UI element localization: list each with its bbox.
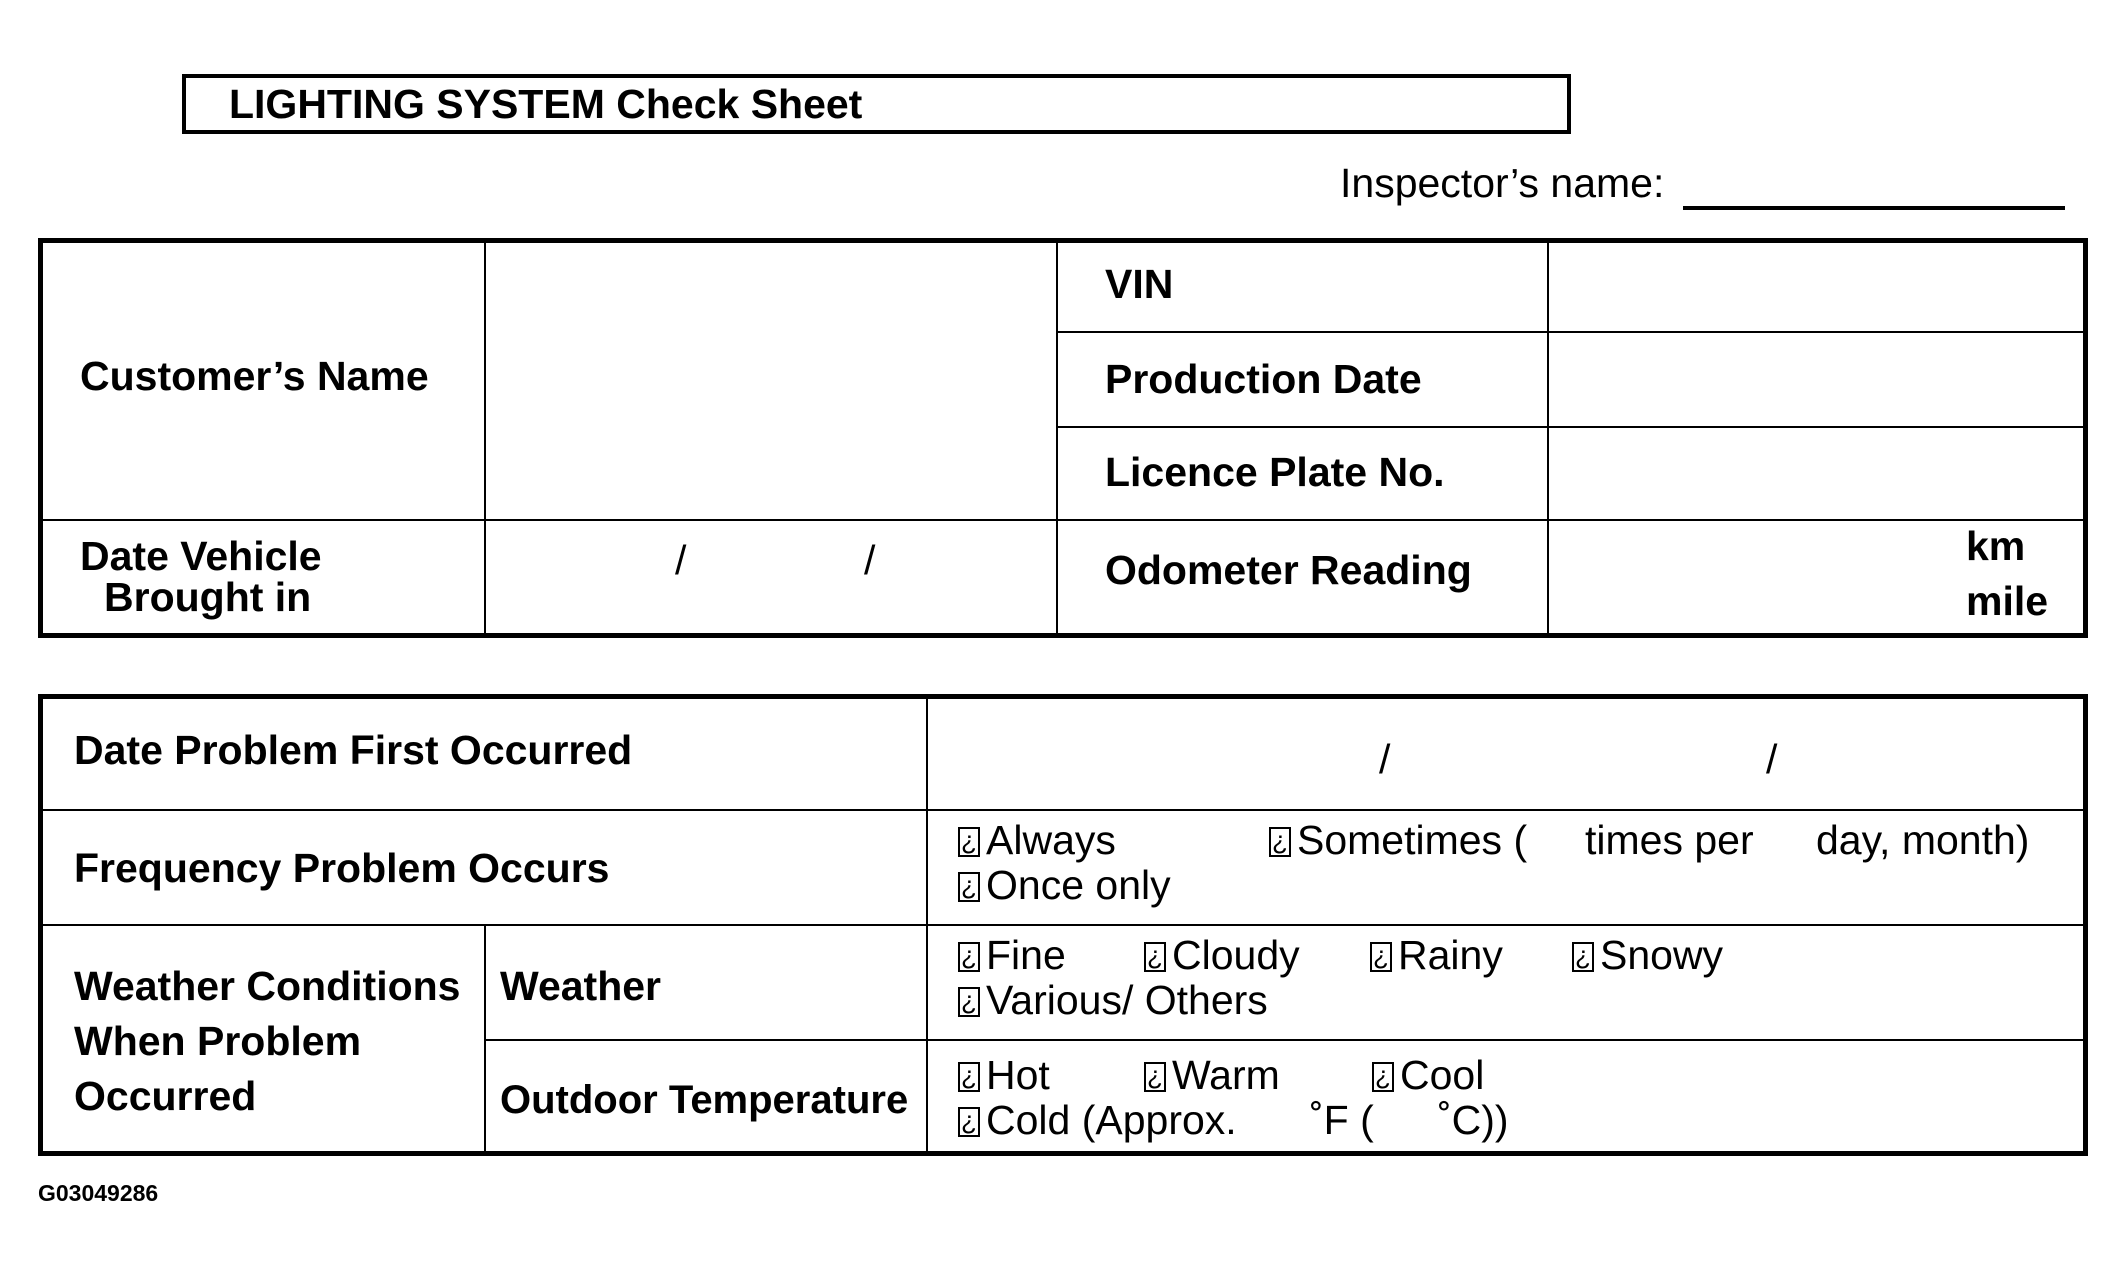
weather-label: Weather — [500, 963, 662, 1009]
divider — [1547, 240, 1549, 636]
date-brought-in-field[interactable] — [487, 522, 1054, 634]
date-separator: / — [864, 537, 876, 583]
production-date-field[interactable] — [1550, 334, 2085, 424]
option-cold[interactable]: ¿ Cold (Approx. — [958, 1098, 1237, 1143]
divider — [40, 924, 2086, 926]
weather-group-label-line2: When Problem — [74, 1018, 362, 1064]
date-first-occurred-label: Date Problem First Occurred — [74, 727, 633, 773]
licence-plate-field[interactable] — [1550, 429, 2085, 517]
licence-plate-label: Licence Plate No. — [1105, 449, 1445, 495]
checkbox-icon[interactable]: ¿ — [958, 987, 980, 1017]
vin-label: VIN — [1105, 261, 1174, 307]
times-per-label: times per — [1585, 817, 1754, 863]
date-separator: / — [1766, 736, 1778, 782]
weather-group-label-line1: Weather Conditions — [74, 963, 461, 1009]
checkbox-icon[interactable]: ¿ — [1144, 1062, 1166, 1092]
option-hot[interactable]: ¿ Hot — [958, 1053, 1050, 1098]
unit-mile-label: mile — [1966, 578, 2049, 624]
customer-name-label: Customer’s Name — [80, 353, 429, 399]
option-rainy[interactable]: ¿ Rainy — [1370, 933, 1503, 978]
outdoor-temperature-label: Outdoor Temperature — [500, 1078, 909, 1122]
checkbox-icon[interactable]: ¿ — [1372, 1062, 1394, 1092]
divider — [40, 519, 2086, 521]
option-sometimes[interactable]: ¿ Sometimes ( — [1269, 818, 1527, 863]
production-date-label: Production Date — [1105, 356, 1422, 402]
date-first-occurred-field[interactable] — [929, 698, 2086, 807]
option-always[interactable]: ¿ Always — [958, 818, 1116, 863]
checkbox-icon[interactable]: ¿ — [1144, 942, 1166, 972]
frequency-label: Frequency Problem Occurs — [74, 845, 610, 891]
option-various-others[interactable]: ¿ Various/ Others — [958, 978, 1268, 1023]
divider — [40, 809, 2086, 811]
date-separator: / — [1379, 736, 1391, 782]
inspector-name-field[interactable] — [1683, 206, 2065, 210]
divider — [1057, 331, 2087, 333]
degree-f-label: ˚F ( — [1310, 1097, 1374, 1143]
option-warm[interactable]: ¿ Warm — [1144, 1053, 1280, 1098]
date-brought-in-label-line2: Brought in — [104, 574, 312, 620]
odometer-label: Odometer Reading — [1105, 547, 1472, 593]
weather-group-label-line3: Occurred — [74, 1073, 257, 1119]
date-brought-in-label-line1: Date Vehicle — [80, 533, 322, 579]
degree-c-label: ˚C)) — [1438, 1097, 1509, 1143]
checkbox-icon[interactable]: ¿ — [958, 942, 980, 972]
sheet-title: LIGHTING SYSTEM Check Sheet — [182, 74, 1571, 134]
date-separator: / — [675, 537, 687, 583]
vin-field[interactable] — [1550, 242, 2085, 329]
option-cloudy[interactable]: ¿ Cloudy — [1144, 933, 1300, 978]
divider — [1057, 426, 2087, 428]
checkbox-icon[interactable]: ¿ — [1269, 827, 1291, 857]
day-month-label: day, month) — [1816, 817, 2030, 863]
divider — [1056, 240, 1058, 636]
inspector-name-label: Inspector’s name: — [1340, 160, 1665, 206]
option-fine[interactable]: ¿ Fine — [958, 933, 1066, 978]
option-cool[interactable]: ¿ Cool — [1372, 1053, 1484, 1098]
checkbox-icon[interactable]: ¿ — [958, 1062, 980, 1092]
checkbox-icon[interactable]: ¿ — [958, 1107, 980, 1137]
checkbox-icon[interactable]: ¿ — [958, 827, 980, 857]
divider — [485, 1039, 2086, 1041]
divider — [484, 240, 486, 636]
checkbox-icon[interactable]: ¿ — [958, 872, 980, 902]
option-snowy[interactable]: ¿ Snowy — [1572, 933, 1723, 978]
unit-km-label: km — [1966, 523, 2026, 569]
checkbox-icon[interactable]: ¿ — [1572, 942, 1594, 972]
option-once-only[interactable]: ¿ Once only — [958, 863, 1171, 908]
figure-id: G03049286 — [38, 1180, 159, 1206]
checkbox-icon[interactable]: ¿ — [1370, 942, 1392, 972]
customer-name-field[interactable] — [487, 242, 1054, 517]
